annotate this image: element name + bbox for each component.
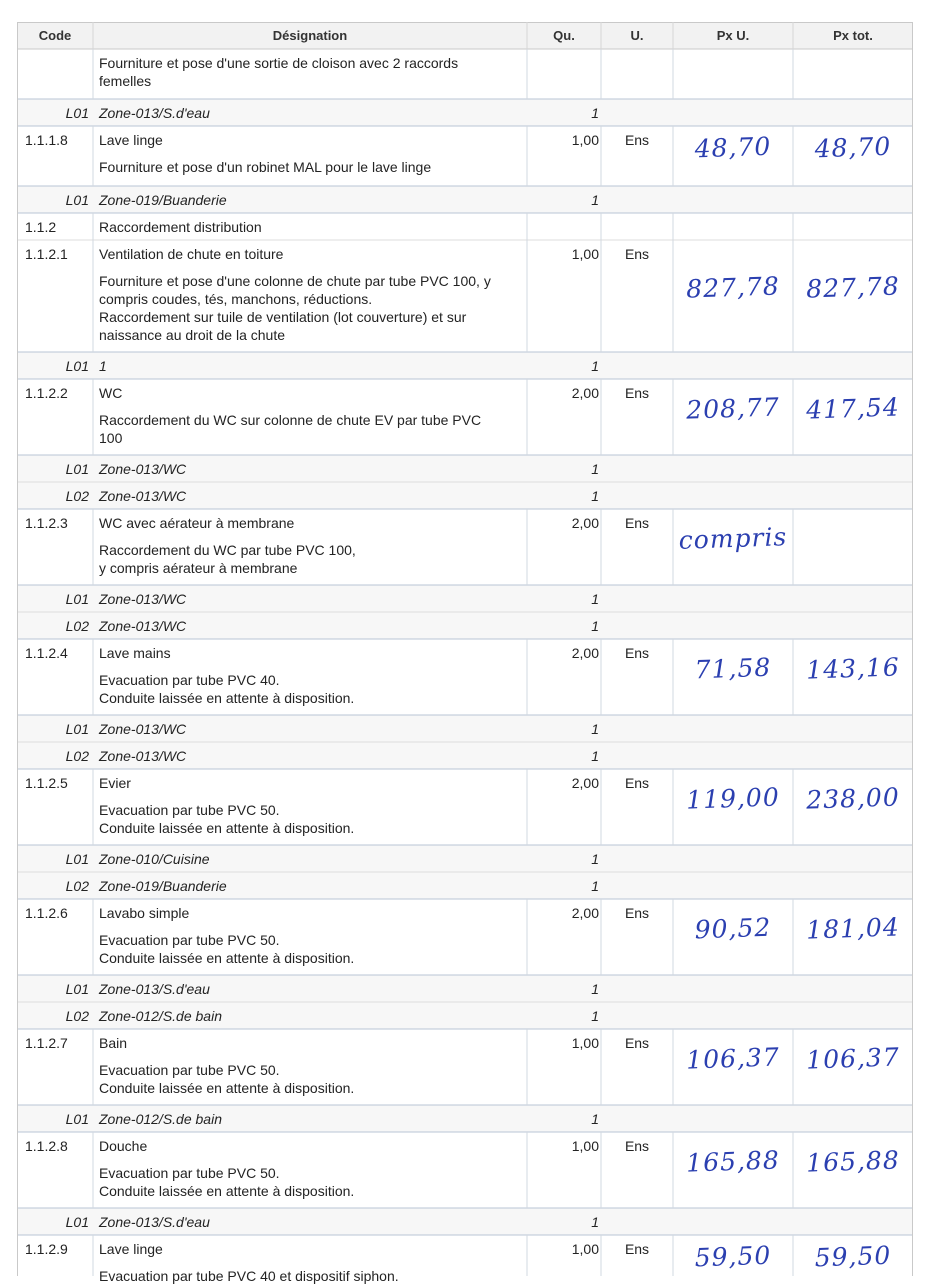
location-lot: L01: [65, 1214, 89, 1230]
item-title: Douche: [99, 1138, 148, 1154]
location-zone: Zone-013/WC: [99, 461, 187, 477]
item-code: 1.1.2.1: [25, 246, 68, 262]
location-zone: Zone-013/WC: [99, 748, 187, 764]
item-description-line: Conduite laissée en attente à disposition.: [99, 1080, 355, 1096]
location-quantity: 1: [591, 1008, 599, 1024]
location-quantity: 1: [591, 878, 599, 894]
header-quantity: Qu.: [553, 28, 575, 43]
item-code: 1.1.2.4: [25, 645, 68, 661]
location-zone: Zone-013/WC: [99, 721, 187, 737]
item-title: WC: [99, 385, 123, 401]
item-unit: Ens: [624, 905, 650, 921]
location-zone: Zone-013/S.d'eau: [99, 981, 210, 997]
location-lot: L01: [65, 721, 89, 737]
handwritten-unit-price: 90,52: [694, 912, 772, 945]
item-unit: Ens: [624, 645, 650, 661]
item-title: Bain: [99, 1035, 128, 1051]
handwritten-unit-price: 106,37: [685, 1042, 781, 1075]
location-quantity: 1: [591, 748, 599, 764]
item-description-line: Evacuation par tube PVC 50.: [99, 802, 280, 818]
location-zone: Zone-019/Buanderie: [99, 192, 227, 208]
item-description-line: Conduite laissée en attente à disposition.: [99, 950, 355, 966]
item-quantity: 2,00: [571, 905, 599, 921]
location-lot: L02: [65, 748, 89, 764]
handwritten-unit-price: 119,00: [685, 782, 781, 815]
item-description-line: Evacuation par tube PVC 50.: [99, 1062, 280, 1078]
item-description-line: naissance au droit de la chute: [99, 327, 286, 343]
item-description-line: compris coudes, tés, manchons, réductions.: [99, 291, 373, 307]
handwritten-unit-price: 59,50: [694, 1240, 772, 1273]
handwritten-total-price: 417,54: [805, 392, 901, 425]
item-unit: Ens: [624, 515, 650, 531]
item-unit: Ens: [624, 1241, 650, 1257]
item-description-line: Evacuation par tube PVC 50.: [99, 1165, 280, 1181]
item-quantity: 2,00: [571, 515, 599, 531]
location-quantity: 1: [591, 981, 599, 997]
location-quantity: 1: [591, 721, 599, 737]
location-lot: L01: [65, 591, 89, 607]
location-row-background: [17, 352, 913, 379]
handwritten-unit-price: 48,70: [694, 131, 772, 164]
item-title: Lave linge: [99, 1241, 163, 1257]
location-quantity: 1: [591, 192, 599, 208]
location-lot: L02: [65, 618, 89, 634]
location-zone: Zone-012/S.de bain: [99, 1111, 222, 1127]
handwritten-total-price: 59,50: [814, 1240, 892, 1273]
location-lot: L01: [65, 358, 89, 374]
item-title: Lave mains: [99, 645, 171, 661]
item-description-line: Fourniture et pose d'une sortie de cloison avec 2 raccords: [99, 55, 459, 71]
location-quantity: 1: [591, 105, 599, 121]
location-zone: Zone-019/Buanderie: [99, 878, 227, 894]
handwritten-total-price: 143,16: [805, 652, 901, 685]
location-quantity: 1: [591, 1214, 599, 1230]
location-quantity: 1: [591, 618, 599, 634]
item-description-line: y compris aérateur à membrane: [99, 560, 298, 576]
item-code: 1.1.2.6: [25, 905, 68, 921]
item-quantity: 1,00: [571, 1138, 599, 1154]
handwritten-total-price: 106,37: [805, 1042, 901, 1075]
handwritten-total-price: 165,88: [805, 1145, 901, 1178]
handwritten-total-price: 48,70: [814, 131, 892, 164]
location-lot: L01: [65, 1111, 89, 1127]
location-zone: Zone-012/S.de bain: [99, 1008, 222, 1024]
location-quantity: 1: [591, 488, 599, 504]
item-code: 1.1.2.7: [25, 1035, 68, 1051]
item-unit: Ens: [624, 246, 650, 262]
header-code: Code: [38, 28, 72, 43]
item-description-line: femelles: [99, 73, 152, 89]
item-description-line: Raccordement du WC sur colonne de chute EV par tube PVC: [99, 412, 482, 428]
header-total-price: Px tot.: [833, 28, 873, 43]
location-lot: L02: [65, 488, 89, 504]
item-quantity: 1,00: [571, 132, 599, 148]
location-quantity: 1: [591, 1111, 599, 1127]
item-description-line: Conduite laissée en attente à disposition.: [99, 820, 355, 836]
item-description-line: 100: [99, 430, 123, 446]
quote-table: [17, 22, 913, 1284]
item-code: 1.1.2.3: [25, 515, 68, 531]
item-quantity: 2,00: [571, 645, 599, 661]
handwritten-unit-price: compris: [678, 522, 788, 555]
item-quantity: 1,00: [571, 1241, 599, 1257]
item-title: Evier: [99, 775, 131, 791]
header-unit-price: Px U.: [716, 28, 750, 43]
handwritten-total-price: 181,04: [805, 912, 901, 945]
handwritten-total-price: 827,78: [805, 271, 901, 304]
location-lot: L01: [65, 981, 89, 997]
item-code: 1.1.2.2: [25, 385, 68, 401]
item-title: WC avec aérateur à membrane: [99, 515, 295, 531]
item-description-line: Conduite laissée en attente à disposition.: [99, 1183, 355, 1199]
item-description-line: Evacuation par tube PVC 50.: [99, 932, 280, 948]
item-code: 1.1.2.8: [25, 1138, 68, 1154]
handwritten-unit-price: 165,88: [685, 1145, 781, 1178]
item-title: Lavabo simple: [99, 905, 190, 921]
location-zone: Zone-010/Cuisine: [99, 851, 210, 867]
location-lot: L01: [65, 192, 89, 208]
handwritten-unit-price: 71,58: [694, 652, 772, 685]
location-zone: 1: [99, 358, 107, 374]
item-code: 1.1.2.5: [25, 775, 68, 791]
location-quantity: 1: [591, 851, 599, 867]
item-description-line: Raccordement sur tuile de ventilation (lot couverture) et sur: [99, 309, 467, 325]
item-unit: Ens: [624, 385, 650, 401]
header-designation: Désignation: [272, 28, 348, 43]
item-unit: Ens: [624, 1138, 650, 1154]
item-quantity: 1,00: [571, 1035, 599, 1051]
item-description-line: Evacuation par tube PVC 40 et dispositif siphon.: [99, 1268, 399, 1284]
location-zone: Zone-013/WC: [99, 618, 187, 634]
location-zone: Zone-013/WC: [99, 591, 187, 607]
item-unit: Ens: [624, 1035, 650, 1051]
item-unit: Ens: [624, 132, 650, 148]
location-lot: L01: [65, 461, 89, 477]
group-code: 1.1.2: [25, 219, 57, 235]
item-code: 1.1.2.9: [25, 1241, 68, 1257]
item-quantity: 2,00: [571, 775, 599, 791]
group-title: Raccordement distribution: [99, 219, 262, 235]
location-zone: Zone-013/WC: [99, 488, 187, 504]
location-lot: L01: [65, 851, 89, 867]
location-quantity: 1: [591, 358, 599, 374]
handwritten-unit-price: 827,78: [685, 271, 781, 304]
item-quantity: 1,00: [571, 246, 599, 262]
item-description-line: Conduite laissée en attente à disposition.: [99, 690, 355, 706]
item-unit: Ens: [624, 775, 650, 791]
location-quantity: 1: [591, 591, 599, 607]
item-title: Ventilation de chute en toiture: [99, 246, 284, 262]
item-description-line: Evacuation par tube PVC 40.: [99, 672, 280, 688]
location-zone: Zone-013/S.d'eau: [99, 105, 210, 121]
handwritten-unit-price: 208,77: [685, 392, 781, 425]
location-quantity: 1: [591, 461, 599, 477]
item-description-line: Fourniture et pose d'un robinet MAL pour le lave linge: [99, 159, 432, 175]
item-description-line: Fourniture et pose d'une colonne de chute par tube PVC 100, y: [99, 273, 491, 289]
location-zone: Zone-013/S.d'eau: [99, 1214, 210, 1230]
item-description-line: Raccordement du WC par tube PVC 100,: [99, 542, 356, 558]
location-lot: L02: [65, 1008, 89, 1024]
item-title: Lave linge: [99, 132, 163, 148]
header-unit: U.: [630, 28, 644, 43]
item-quantity: 2,00: [571, 385, 599, 401]
location-lot: L01: [65, 105, 89, 121]
location-lot: L02: [65, 878, 89, 894]
item-code: 1.1.1.8: [25, 132, 68, 148]
handwritten-total-price: 238,00: [805, 782, 901, 815]
